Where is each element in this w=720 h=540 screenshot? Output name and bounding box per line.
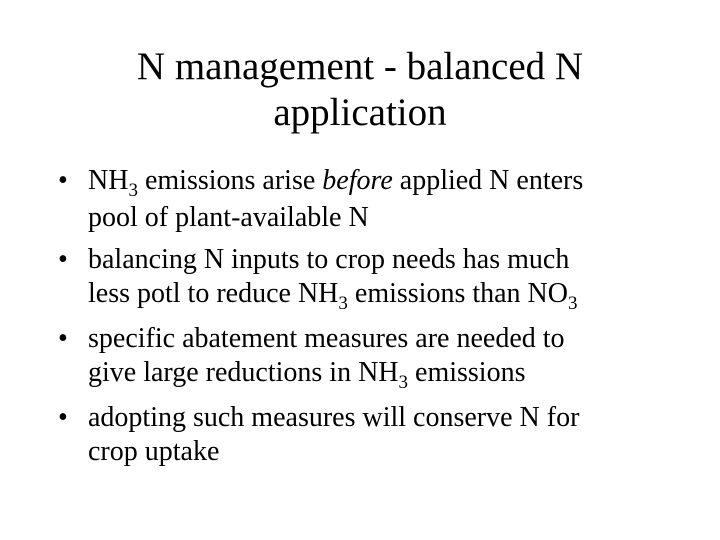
subscript: 3 — [128, 180, 138, 201]
bullet-line: adopting such measures will conserve N for — [88, 402, 580, 433]
bullet-item — [58, 243, 678, 314]
emphasis-text: before — [322, 165, 393, 196]
bullet-item — [58, 322, 678, 393]
bullet-item — [58, 401, 678, 469]
text-segment: less potl to reduce NH — [88, 278, 339, 309]
text-segment: give large reductions in NH — [88, 357, 399, 388]
subscript: 3 — [398, 372, 409, 393]
text-segment: NH — [88, 165, 129, 196]
text-segment: emissions — [408, 357, 526, 388]
subscript: 3 — [338, 293, 348, 314]
bullet-line: pool of plant-available N — [88, 202, 369, 233]
bullet-dot: • — [58, 402, 68, 433]
text-segment: emissions than NO — [347, 278, 568, 309]
bullet-line — [88, 356, 678, 393]
bullet-list — [58, 164, 678, 477]
text-segment: applied N enters — [392, 165, 584, 196]
bullet-line: crop uptake — [88, 436, 220, 467]
bullet-line — [88, 164, 678, 201]
bullet-dot: • — [58, 244, 68, 275]
bullet-line — [88, 277, 678, 314]
text-segment: emissions arise — [137, 165, 323, 196]
bullet-item — [58, 164, 678, 235]
bullet-dot: • — [58, 323, 68, 354]
title-line-2: application — [273, 91, 447, 134]
bullet-line: balancing N inputs to crop needs has much — [88, 244, 570, 275]
bullet-line: specific abatement measures are needed to — [88, 323, 565, 354]
subscript: 3 — [568, 293, 578, 314]
slide-title — [60, 44, 660, 136]
title-line-1: N management - balanced N — [136, 45, 584, 88]
bullet-dot: • — [58, 165, 68, 196]
